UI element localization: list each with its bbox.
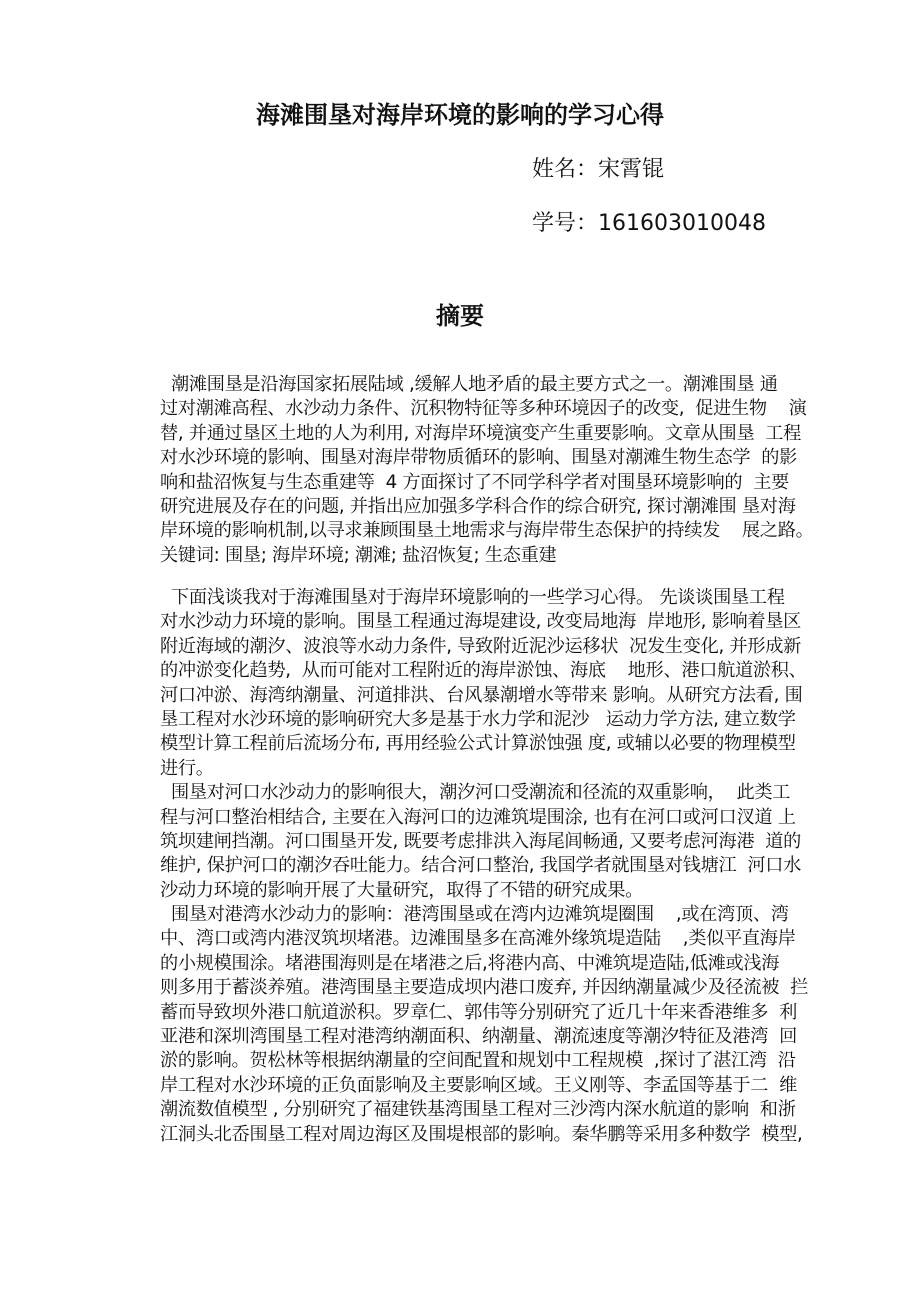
text-line: 围垦对河口水沙动力的影响很大，潮汐河口受潮流和径流的双重影响， 此类工 xyxy=(160,782,791,804)
text-line: 的小规模围涂。堵港围海则是在堵港之后,将港内高、中滩筑堤造陆,低滩或浅海 xyxy=(160,952,780,974)
text-line: 沙动力环境的影响开展了大量研究，取得了不错的研究成果。 xyxy=(160,879,643,901)
text-line: 对水沙动力环境的影响。围垦工程通过海堤建设, 改变局地海 岸地形, 影响着垦区 xyxy=(160,611,802,633)
text-line: 的冲淤变化趋势, 从而可能对工程附近的海岸淤蚀、海底 地形、港口航道淤积、 xyxy=(160,660,807,682)
abstract-paragraph xyxy=(160,373,814,568)
text-line: 岸工程对水沙环境的正负面影响及主要影响区域。王义刚等、李孟国等基于二 维 xyxy=(160,1074,798,1096)
text-line: 替, 并通过垦区土地的人为利用, 对海岸环境演变产生重要影响。文章从围垦 工程 xyxy=(160,422,802,444)
author-name: 姓名：宋霄锟 xyxy=(532,157,665,182)
text-line: 河口冲淤、海湾纳潮量、河道排洪、台风暴潮增水等带来 影响。从研究方法看, 围 xyxy=(160,684,803,706)
text-line: 中、湾口或湾内港汊筑坝堵港。边滩围垦多在高滩外缘筑堤造陆 ,类似平直海岸 xyxy=(160,928,796,950)
text-line: 对水沙环境的影响、围垦对海岸带物质循环的影响、围垦对潮滩生物生态学 的影 xyxy=(160,447,798,469)
text-line: 筑坝建闸挡潮。河口围垦开发, 既要考虑排洪入海尾闾畅通, 又要考虑河海港 道的 xyxy=(160,830,802,852)
text-line: 蓄而导致坝外港口航道淤积。罗章仁、郭伟等分别研究了近几十年来香港维多 利 xyxy=(160,1001,798,1023)
text-line: 附近海域的潮汐、波浪等水动力条件, 导致附近泥沙运移状 况发生变化, 并形成新 xyxy=(160,635,802,657)
text-line: 江洞头北岙围垦工程对周边海区及围堤根部的影响。秦华鹏等采用多种数学 模型, xyxy=(160,1123,803,1145)
text-line: 淤的影响。贺松林等根据纳潮量的空间配置和规划中工程规模 ,探讨了湛江湾 沿 xyxy=(160,1050,796,1072)
text-line: 则多用于蓄淡养殖。港湾围垦主要造成坝内港口废弃, 并因纳潮量减少及径流被 拦 xyxy=(160,977,808,999)
text-line: 亚港和深圳湾围垦工程对港湾纳潮面积、纳潮量、潮流速度等潮汐特征及港湾 回 xyxy=(160,1026,798,1048)
text-line: 进行。 xyxy=(160,757,214,779)
text-line: 响和盐沼恢复与生态重建等 4 方面探讨了不同学科学者对围垦环境影响的 主要 xyxy=(160,471,789,493)
text-line: 维护, 保护河口的潮汐吞吐能力。结合河口整治, 我国学者就围垦对钱塘江 河口水 xyxy=(160,855,802,877)
text-line: 过对潮滩高程、水沙动力条件、沉积物特征等多种环境因子的改变, 促进生物 演 xyxy=(160,398,807,420)
text-line: 潮流数值模型 , 分别研究了福建铁基湾围垦工程对三沙湾内深水航道的影响 和浙 xyxy=(160,1099,796,1121)
abstract-heading: 摘要 xyxy=(436,302,484,330)
document-title: 海滩围垦对海岸环境的影响的学习心得 xyxy=(256,101,664,129)
text-line: 下面浅谈我对于海滩围垦对于海岸环境影响的一些学习心得。 先谈谈围垦工程 xyxy=(160,587,785,608)
text-line: 垦工程对水沙环境的影响研究大多是基于水力学和泥沙 运动力学方法, 建立数学 xyxy=(160,708,796,730)
text-line: 程与河口整治相结合, 主要在入海河口的边滩筑堤围涂, 也有在河口或河口汊道 上 xyxy=(160,806,796,828)
text-line: 岸环境的影响机制,以寻求兼顾围垦土地需求与海岸带生态保护的持续发 展之路。 xyxy=(160,520,814,542)
text-line: 研究进展及存在的问题, 并指出应加强多学科合作的综合研究, 探讨潮滩围 垦对海 xyxy=(160,495,796,517)
text-line: 模型计算工程前后流场分布, 再用经验公式计算淤蚀强 度, 或辅以必要的物理模型 xyxy=(160,733,796,755)
student-id: 学号：161603010048 xyxy=(532,211,766,236)
body-text xyxy=(160,586,808,1147)
text-line: 围垦对港湾水沙动力的影响：港湾围垦或在湾内边滩筑堤圈围 ,或在湾顶、湾 xyxy=(160,904,789,926)
text-line: 潮滩围垦是沿海国家拓展陆域 ,缓解人地矛盾的最主要方式之一。潮滩围垦 通 xyxy=(160,374,778,395)
text-line: 关键词: 围垦; 海岸环境; 潮滩; 盐沼恢复; 生态重建 xyxy=(160,544,557,566)
